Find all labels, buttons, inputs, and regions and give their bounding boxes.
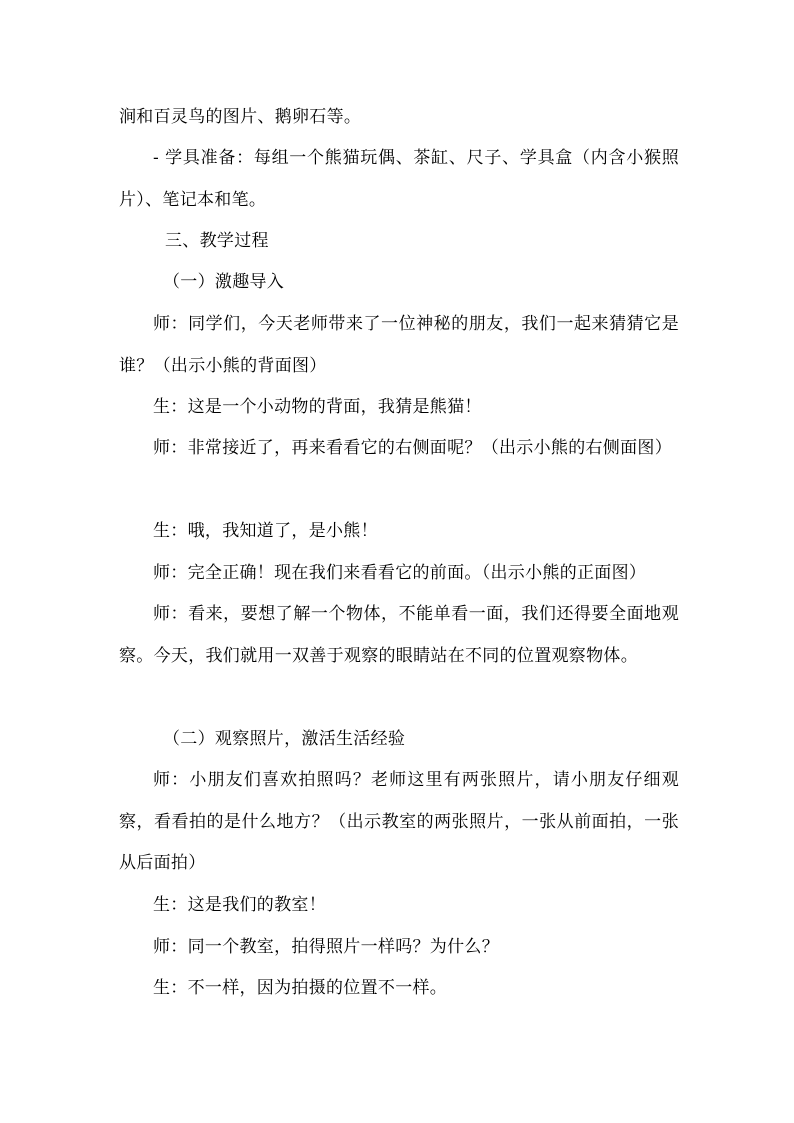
- paragraph-student-2: 生：哦，我知道了，是小熊！: [153, 521, 378, 541]
- paragraph-student-3: 生：这是我们的教室！: [153, 895, 326, 915]
- paragraph-teacher-2: 师：非常接近了，再来看看它的右侧面呢？（出示小熊的右侧面图）: [153, 438, 672, 458]
- subheading-intro: （一）激趣导入: [163, 272, 285, 292]
- subheading-observe-photos: （二）观察照片，激活生活经验: [163, 729, 406, 749]
- paragraph-student-4: 生：不一样，因为拍摄的位置不一样。: [153, 978, 448, 998]
- paragraph-student-materials: - 学具准备：每组一个熊猫玩偶、茶缸、尺子、学具盒（内含小猴照片）、笔记本和笔。: [119, 148, 679, 210]
- section-heading-teaching-process: 三、教学过程: [165, 231, 269, 251]
- paragraph-student-1: 生：这是一个小动物的背面，我猜是熊猫！: [153, 397, 482, 417]
- paragraph-teacher-3: 师：完全正确！现在我们来看看它的前面。（出示小熊的正面图）: [153, 563, 647, 583]
- paragraph-teacher-5: 师：小朋友们喜欢拍照吗？老师这里有两张照片，请小朋友仔细观察，看看拍的是什么地方？（出示教室的两张照片，一张从前面拍，一张从后面拍）: [119, 770, 679, 873]
- paragraph-teacher-4: 师：看来，要想了解一个物体，不能单看一面，我们还得要全面地观察。今天，我们就用一双善于观察的眼睛站在不同的位置观察物体。: [119, 604, 679, 666]
- paragraph-materials-end: 涧和百灵鸟的图片、鹅卵石等。: [119, 107, 362, 127]
- paragraph-teacher-1: 师：同学们，今天老师带来了一位神秘的朋友，我们一起来猜猜它是谁？（出示小熊的背面图）: [119, 314, 679, 376]
- paragraph-teacher-6: 师：同一个教室，拍得照片一样吗？为什么？: [153, 937, 499, 957]
